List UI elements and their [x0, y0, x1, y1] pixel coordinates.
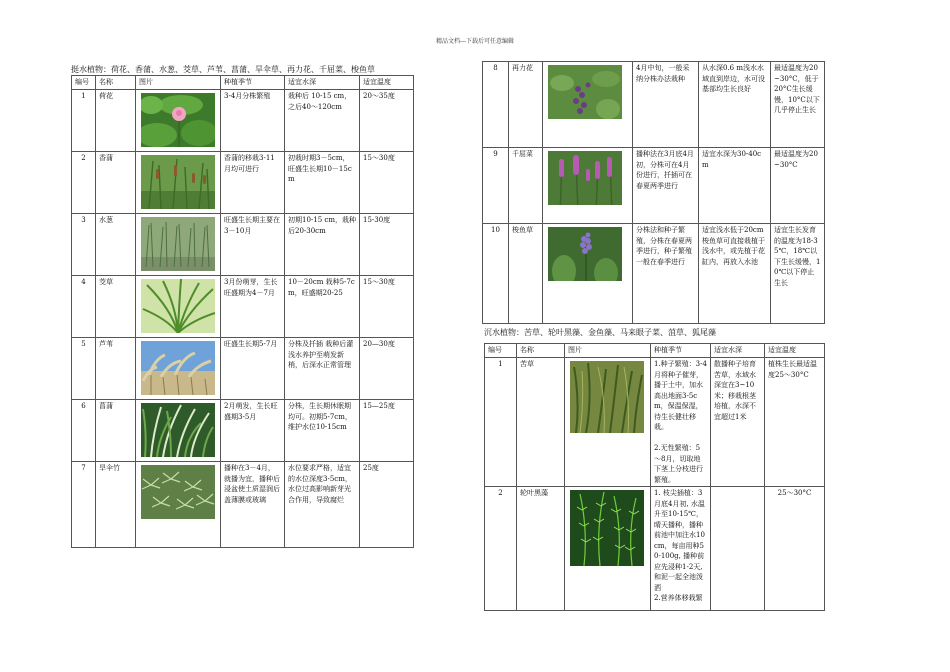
plant-photo-cell — [136, 276, 221, 338]
temperature: 15～30度 — [360, 276, 414, 338]
row-number: 6 — [72, 400, 96, 462]
col-header-temperature: 适宜温度 — [360, 76, 414, 90]
planting-season: 1. 枝尖插植：3月底4月初, 水温升至10-15℃，晴天播种，播种前池中加注水10cm，每亩用种50-100g, 播种前应先浸种1-2天, 和泥一起全池泼洒 2.营养体移栽繁 — [651, 487, 711, 611]
plant-photo-cell — [136, 214, 221, 276]
planting-season: 旺盛生长期5-7月 — [221, 338, 285, 400]
temperature: 15—25度 — [360, 400, 414, 462]
cattail-photo — [141, 155, 215, 209]
table-row — [483, 148, 825, 224]
thalia-photo — [548, 65, 622, 119]
plant-name: 梭鱼草 — [509, 224, 543, 324]
temperature: 20—30度 — [360, 338, 414, 400]
water-depth: 散播种子培育苦草，水域水深宜在3~10米；移栽根茎培植，水深不宜超过1米 — [711, 358, 765, 487]
temperature: 最适温度为20~30°C — [771, 148, 825, 224]
temperature: 15-30度 — [360, 214, 414, 276]
water-depth: 初栽时期3－5cm，旺盛生长期10－15cm — [285, 152, 360, 214]
wild-rice-photo — [141, 279, 215, 333]
temperature: 25～30°C — [765, 487, 825, 611]
col-header-image: 图片 — [136, 76, 221, 90]
eelgrass-photo — [570, 361, 644, 433]
emergent-plants-table-continued — [482, 61, 825, 324]
row-number: 4 — [72, 276, 96, 338]
plant-name: 苦草 — [517, 358, 565, 487]
lotus-photo — [141, 93, 215, 147]
col-header-depth: 适宜水深 — [711, 344, 765, 358]
col-header-name: 名称 — [517, 344, 565, 358]
col-header-image: 图片 — [565, 344, 651, 358]
planting-season: 旺盛生长期主要在3－10月 — [221, 214, 285, 276]
loosestrife-photo — [548, 151, 622, 205]
water-depth: 分株及扦插 栽种后灌浅水养护至萌发新梢，后深水正常管理 — [285, 338, 360, 400]
row-number: 2 — [485, 487, 517, 611]
planting-season: 2月萌发，生长旺盛期3-5月 — [221, 400, 285, 462]
submerged-plants-table — [484, 343, 825, 611]
row-number: 2 — [72, 152, 96, 214]
col-header-season: 种植季节 — [221, 76, 285, 90]
table-row — [72, 214, 414, 276]
plant-photo-cell — [565, 487, 651, 611]
row-number: 1 — [72, 90, 96, 152]
table-row — [72, 152, 414, 214]
planting-season: 1.种子繁殖：3-4月将种子催芽，播于土中，加水高出地面3-5cm，保温保湿，待生长健壮移栽。 2.无性繁殖：5～8月，切取地下茎上分枝进行繁殖。 — [651, 358, 711, 487]
bulrush-photo — [141, 217, 215, 271]
planting-season: 香蒲的移栽3-11月均可进行 — [221, 152, 285, 214]
temperature: 25度 — [360, 462, 414, 548]
water-depth: 从水深0.6 m浅水水域直到岸边，水可没基部均生长良好 — [699, 62, 771, 148]
col-header-name: 名称 — [96, 76, 136, 90]
temperature: 15～30度 — [360, 152, 414, 214]
table-row — [72, 338, 414, 400]
planting-season: 3月份萌芽，生长旺盛期为4－7月 — [221, 276, 285, 338]
col-header-number: 编号 — [485, 344, 517, 358]
planting-season: 播种在3－4月，就播为宜，播种后浸盆使土质湿润后盖薄膜或玻璃 — [221, 462, 285, 548]
page-header: 精品文档---下载后可任意编辑 — [435, 38, 515, 45]
col-header-depth: 适宜水深 — [285, 76, 360, 90]
umbrella-sedge-photo — [141, 465, 215, 519]
table-row — [483, 62, 825, 148]
plant-name: 旱伞竹 — [96, 462, 136, 548]
col-header-season: 种植季节 — [651, 344, 711, 358]
plant-photo-cell — [543, 224, 633, 324]
plant-name: 轮叶黑藻 — [517, 487, 565, 611]
col-header-number: 编号 — [72, 76, 96, 90]
plant-name: 菖蒲 — [96, 400, 136, 462]
water-depth: 初期10-15 cm，栽种后20-30cm — [285, 214, 360, 276]
hydrilla-photo — [570, 490, 644, 566]
water-depth: 10－20cm 栽种5-7cm，旺盛期20-25 — [285, 276, 360, 338]
plant-photo-cell — [136, 338, 221, 400]
plant-name: 荷花 — [96, 90, 136, 152]
plant-name: 茭草 — [96, 276, 136, 338]
plant-name: 再力花 — [509, 62, 543, 148]
calamus-photo — [141, 403, 215, 457]
plant-name: 水葱 — [96, 214, 136, 276]
row-number: 7 — [72, 462, 96, 548]
water-depth — [711, 487, 765, 611]
row-number: 5 — [72, 338, 96, 400]
submerged-section-title: 沉水植物：苦草、轮叶黑藻、金鱼藻、马来眼子菜、菹草、狐尾藻 — [484, 328, 716, 337]
planting-season: 播种法在3月底4月初，分株可在4月份进行，扦插可在春夏两季进行 — [633, 148, 699, 224]
plant-name: 千屈菜 — [509, 148, 543, 224]
temperature: 植株生长最适温度25～30°C — [765, 358, 825, 487]
table-row — [485, 358, 825, 487]
plant-photo-cell — [136, 462, 221, 548]
emergent-plants-table — [71, 75, 414, 548]
water-depth: 分株，生长期休眠期均可。初期5-7cm，维护水位10-15cm — [285, 400, 360, 462]
water-depth: 水位要求严格，适宜的水位深度3-5cm，水位过高影响新芽光合作用，导致腐烂 — [285, 462, 360, 548]
water-depth: 适宜浅水低于20cm梭鱼草可直接栽植于浅水中，或先植于花缸内，再放入水池 — [699, 224, 771, 324]
plant-photo-cell — [565, 358, 651, 487]
table-row — [483, 224, 825, 324]
reed-photo — [141, 341, 215, 395]
plant-photo-cell — [136, 400, 221, 462]
plant-photo-cell — [136, 90, 221, 152]
plant-name: 芦苇 — [96, 338, 136, 400]
plant-name: 香蒲 — [96, 152, 136, 214]
table-row — [485, 487, 825, 611]
water-depth: 栽种后 10-15 cm，之后40～120cm — [285, 90, 360, 152]
row-number: 9 — [483, 148, 509, 224]
table-row — [72, 276, 414, 338]
planting-season: 分株法和种子繁殖，分株在春夏两季进行，种子繁殖一般在春季进行 — [633, 224, 699, 324]
plant-photo-cell — [543, 148, 633, 224]
temperature: 适宜生长发育的温度为18-35℃，18℃以下生长缓慢，10℃以下停止生长 — [771, 224, 825, 324]
table-row — [72, 462, 414, 548]
row-number: 8 — [483, 62, 509, 148]
table-header-row — [72, 76, 414, 90]
row-number: 10 — [483, 224, 509, 324]
planting-season: 4月中旬，一般采纳分株办法栽种 — [633, 62, 699, 148]
row-number: 3 — [72, 214, 96, 276]
temperature: 最适温度为20~30°C，低于20°C生长缓慢，10°C以下几乎停止生长 — [771, 62, 825, 148]
table-row — [72, 90, 414, 152]
planting-season: 3-4月分株繁殖 — [221, 90, 285, 152]
row-number: 1 — [485, 358, 517, 487]
emergent-section-title: 挺水植物：荷花、香蒲、水葱、茭草、芦苇、菖蒲、旱伞草、再力花、千屈菜、梭鱼草 — [71, 65, 375, 74]
plant-photo-cell — [136, 152, 221, 214]
col-header-temperature: 适宜温度 — [765, 344, 825, 358]
temperature: 20～35度 — [360, 90, 414, 152]
pickerelweed-photo — [548, 227, 622, 281]
table-header-row — [485, 344, 825, 358]
water-depth: 适宜水深为30-40cm — [699, 148, 771, 224]
plant-photo-cell — [543, 62, 633, 148]
table-row — [72, 400, 414, 462]
